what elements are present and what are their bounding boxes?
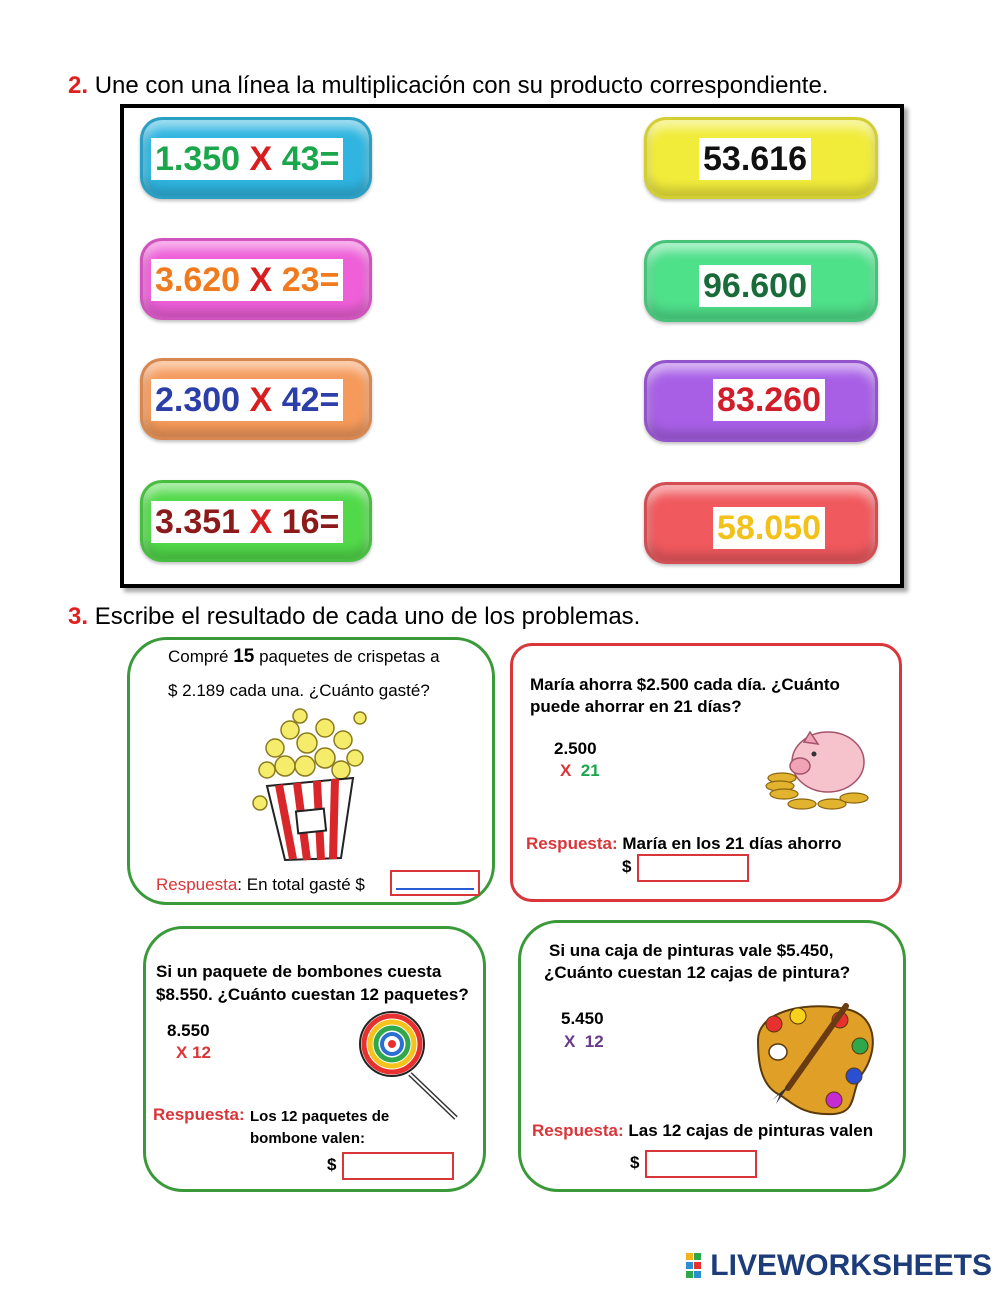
multiplication-pill-1[interactable] [140,117,372,199]
popcorn-answer-label: Respuesta: En total gasté $ [156,875,365,894]
section-3-instruction: Escribe el resultado de cada uno de los problemas. [94,603,641,630]
product-pill-4[interactable] [644,482,878,564]
lollipop-operand-b: X 12 [176,1043,211,1062]
section-3-heading [68,603,640,631]
section-2-number: 2. [68,72,89,99]
product-text-4: 58.050 [713,507,825,549]
paint-question-line-2: ¿Cuánto cuestan 12 cajas de pintura? [544,963,851,982]
product-pill-2[interactable] [644,240,878,322]
lollipop-answer-label: Respuesta: [153,1105,245,1124]
piggy-question-line-2: puede ahorrar en 21 días? [530,697,742,716]
product-text-1: 53.616 [699,138,811,180]
paint-operand-a: 5.450 [561,1009,604,1028]
popcorn-question-line-2: $ 2.189 cada una. ¿Cuánto gasté? [168,681,430,700]
multiplication-pill-3[interactable] [140,358,372,440]
lollipop-dollar-sign: $ [327,1155,337,1174]
popcorn-answer-input[interactable] [390,870,480,896]
paint-answer-label: Respuesta: Las 12 cajas de pinturas valen [532,1121,874,1140]
multiplication-text-2: 3.620 X 23= [151,259,343,301]
paint-palette-icon [750,1000,880,1118]
lollipop-answer-input[interactable] [342,1152,454,1180]
paint-operand-b: X 12 [564,1032,604,1051]
piggy-operand-a: 2.500 [554,739,597,758]
piggy-bank-icon [762,718,874,816]
multiplication-text-1: 1.350 X 43= [151,138,343,180]
multiplication-text-3: 2.300 X 42= [151,379,343,421]
multiplication-text-4: 3.351 X 16= [151,501,343,543]
paint-question-line-1: Si una caja de pinturas vale $5.450, [549,941,834,960]
lollipop-icon [358,1008,462,1122]
lollipop-answer-text-1: Los 12 paquetes de [250,1108,390,1125]
lollipop-question-line-2: $8.550. ¿Cuánto cuestan 12 paquetes? [156,985,469,1004]
product-pill-1[interactable] [644,117,878,199]
multiplication-pill-4[interactable] [140,480,372,562]
lollipop-question-line-1: Si un paquete de bombones cuesta [156,962,442,981]
piggy-dollar-sign: $ [622,857,632,876]
piggy-operand-b: X 21 [560,761,600,780]
product-text-3: 83.260 [713,379,825,421]
liveworksheets-logo-icon [686,1253,710,1279]
piggy-answer-input[interactable] [637,854,749,882]
liveworksheets-logo-text: LIVEWORKSHEETS [710,1249,992,1282]
piggy-answer-label: Respuesta: María en los 21 días ahorro [526,834,842,853]
section-3-number: 3. [68,603,89,630]
product-pill-3[interactable] [644,360,878,442]
product-text-2: 96.600 [699,265,811,307]
popcorn-icon [245,708,375,863]
section-2-instruction: Une con una línea la multiplicación con su producto correspondiente. [94,72,829,99]
lollipop-operand-a: 8.550 [167,1021,210,1040]
liveworksheets-logo [686,1249,992,1283]
lollipop-answer-text-2: bombone valen: [250,1130,366,1147]
piggy-question-line-1: María ahorra $2.500 cada día. ¿Cuánto [530,675,840,694]
paint-answer-input[interactable] [645,1150,757,1178]
paint-dollar-sign: $ [630,1153,640,1172]
section-2-heading [68,72,828,100]
multiplication-pill-2[interactable] [140,238,372,320]
popcorn-question-line-1: Compré 15 paquetes de crispetas a [168,646,440,667]
